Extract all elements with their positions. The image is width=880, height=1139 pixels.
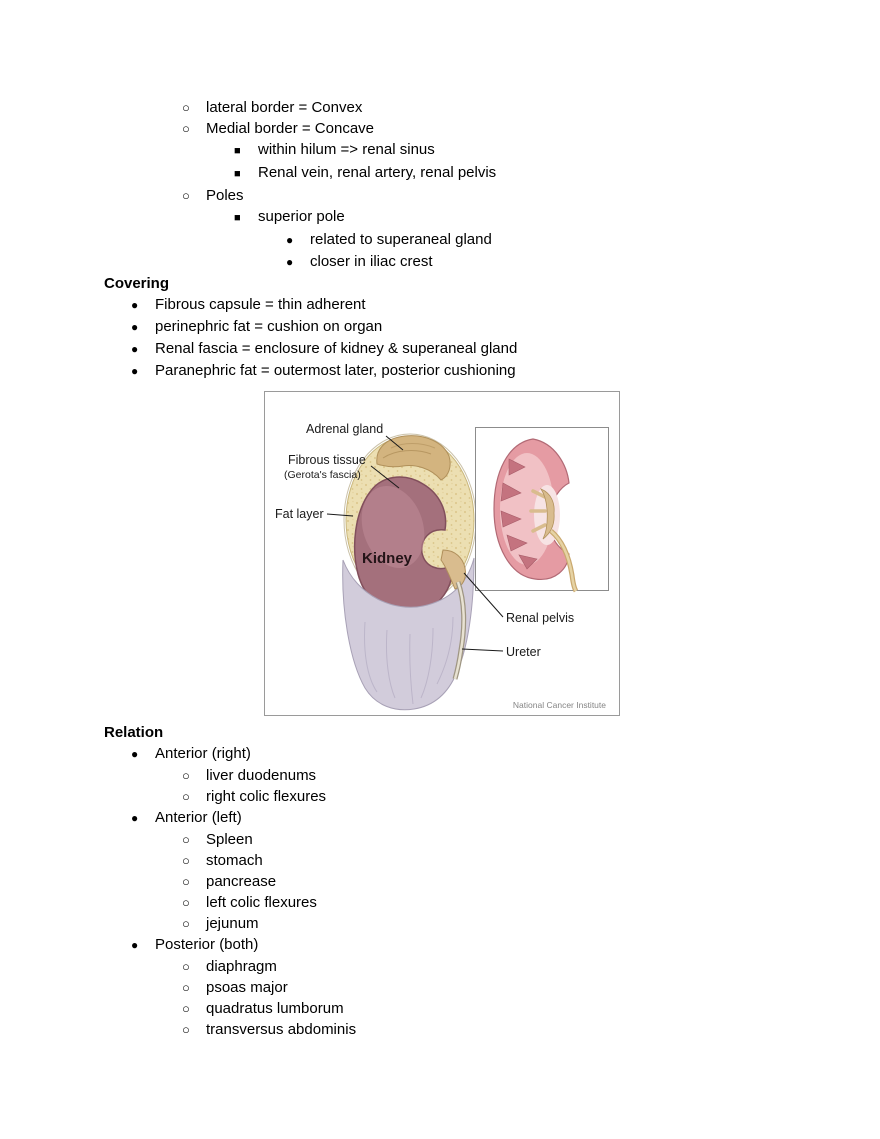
list-item-text: superior pole [258, 208, 345, 225]
covering-list [104, 294, 880, 382]
bullet-icon [131, 360, 155, 382]
bullet-icon [286, 251, 310, 273]
figure-label-adrenal-gland: Adrenal gland [306, 422, 384, 436]
bullet-icon [182, 118, 206, 139]
bullet-icon [182, 998, 206, 1019]
list-item-text: transversus abdominis [206, 1021, 357, 1038]
heading-relation: Relation [104, 724, 164, 741]
list-item [104, 316, 880, 338]
list-item-text: closer in iliac crest [310, 253, 433, 270]
figure-label-ureter: Ureter [506, 645, 541, 659]
list-item-text: left colic flexures [206, 894, 317, 911]
bullet-icon [182, 1019, 206, 1040]
list-item-text: within hilum => renal sinus [258, 141, 435, 158]
relation-list [104, 743, 880, 1040]
list-item-text: Anterior (left) [155, 809, 242, 826]
bullet-icon [182, 765, 206, 786]
list-item [104, 807, 880, 829]
bullet-icon [131, 807, 155, 829]
list-item [104, 829, 880, 850]
bullet-icon [182, 913, 206, 934]
bullet-icon [182, 829, 206, 850]
bullet-icon [131, 743, 155, 765]
figure-label-gerota-fascia: (Gerota's fascia) [284, 469, 361, 481]
bullet-icon [234, 206, 258, 229]
list-item-text: related to superaneal gland [310, 231, 492, 248]
list-item [104, 998, 880, 1019]
heading-covering: Covering [104, 275, 170, 292]
kidney-figure-svg [265, 392, 619, 715]
list-item-text: Paranephric fat = outermost later, posterior cushioning [155, 362, 516, 379]
bullet-icon [182, 185, 206, 206]
list-item [104, 360, 880, 382]
bullet-icon [182, 786, 206, 807]
inset-cross-section [476, 428, 609, 592]
list-item-text: Renal fascia = enclosure of kidney & superaneal gland [155, 340, 518, 357]
list-item [104, 977, 880, 998]
list-item-text: Spleen [206, 831, 253, 848]
bullet-icon [131, 934, 155, 956]
list-item [104, 850, 880, 871]
list-item-text: stomach [206, 852, 263, 869]
label-line-ureter [462, 649, 503, 651]
list-item-text: pancrease [206, 873, 277, 890]
bullet-icon [131, 316, 155, 338]
figure-label-kidney: Kidney [362, 550, 413, 567]
list-item [104, 97, 880, 118]
list-item [104, 229, 880, 251]
bullet-icon [234, 162, 258, 185]
list-item-text: lateral border = Convex [206, 99, 363, 116]
list-item-text: Poles [206, 187, 244, 204]
bullet-icon [182, 977, 206, 998]
list-item-text: Anterior (right) [155, 745, 251, 762]
figure-label-renal-pelvis: Renal pelvis [506, 611, 575, 625]
list-item [104, 871, 880, 892]
bullet-icon [182, 956, 206, 977]
list-item [104, 251, 880, 273]
bullet-icon [234, 139, 258, 162]
list-item [104, 765, 880, 786]
list-item-text: quadratus lumborum [206, 1000, 344, 1017]
figure-attribution: National Cancer Institute [512, 700, 606, 710]
list-item [104, 206, 880, 229]
intro-list [104, 97, 880, 273]
list-item [104, 1019, 880, 1040]
list-item [104, 743, 880, 765]
list-item-text: perinephric fat = cushion on organ [155, 318, 383, 335]
list-item-text: liver duodenums [206, 767, 317, 784]
list-item-text: jejunum [206, 915, 259, 932]
list-item [104, 185, 880, 206]
list-item-text: Fibrous capsule = thin adherent [155, 296, 366, 313]
list-item [104, 934, 880, 956]
list-item-text: right colic flexures [206, 788, 327, 805]
list-item [104, 956, 880, 977]
bullet-icon [286, 229, 310, 251]
kidney-anatomy-figure [264, 391, 620, 716]
list-item [104, 162, 880, 185]
bullet-icon [182, 97, 206, 118]
list-item [104, 294, 880, 316]
list-item-text: Medial border = Concave [206, 120, 375, 137]
figure-label-fat-layer: Fat layer [275, 507, 324, 521]
list-item-text: psoas major [206, 979, 288, 996]
list-item [104, 139, 880, 162]
bullet-icon [131, 338, 155, 360]
figure-label-fibrous-tissue: Fibrous tissue [288, 453, 366, 467]
list-item [104, 118, 880, 139]
bullet-icon [131, 294, 155, 316]
bullet-icon [182, 892, 206, 913]
bullet-icon [182, 850, 206, 871]
list-item-text: Posterior (both) [155, 936, 259, 953]
list-item [104, 913, 880, 934]
list-item [104, 786, 880, 807]
list-item [104, 338, 880, 360]
list-item [104, 892, 880, 913]
list-item-text: Renal vein, renal artery, renal pelvis [258, 164, 497, 181]
list-item-text: diaphragm [206, 958, 277, 975]
bullet-icon [182, 871, 206, 892]
